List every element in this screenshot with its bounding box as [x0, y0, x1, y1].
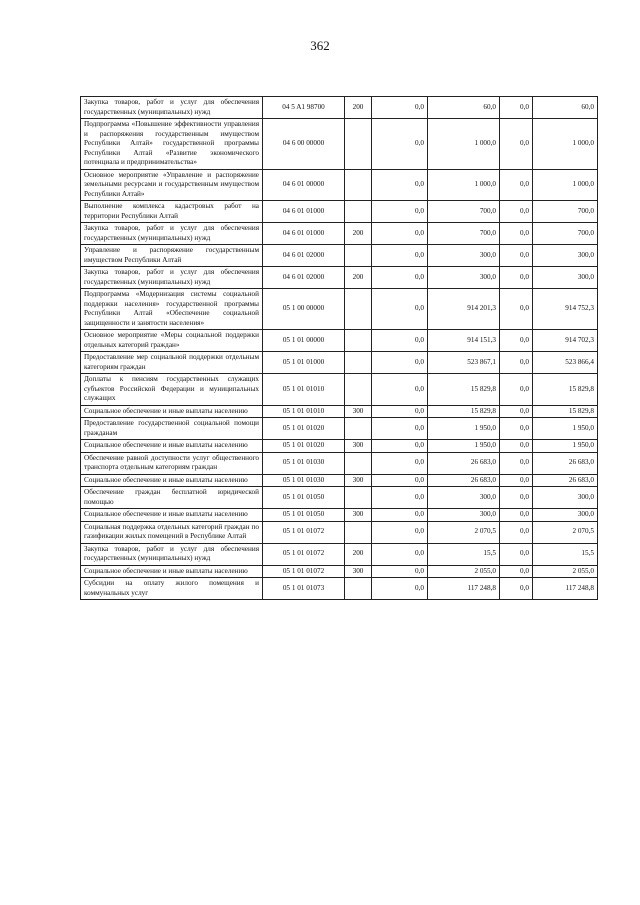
row-value-4-cell: 1 000,0	[533, 169, 598, 201]
row-name-cell: Основное мероприятие «Управление и распоряжение земельными ресурсами и государственным имуществом Республики Алтай»	[81, 169, 263, 201]
row-value-3-cell: 0,0	[500, 352, 533, 374]
row-value-2-cell: 300,0	[428, 245, 500, 267]
row-value-1-cell: 0,0	[372, 452, 428, 474]
row-code-cell: 04 6 01 01000	[263, 223, 345, 245]
row-name-cell: Доплаты к пенсиям государственных служащих субъектов Российской Федерации и муниципальных служащих	[81, 374, 263, 406]
row-value-4-cell: 1 950,0	[533, 418, 598, 440]
row-value-4-cell: 700,0	[533, 223, 598, 245]
table-row	[81, 119, 598, 170]
row-value-1-cell: 0,0	[372, 223, 428, 245]
table-row	[81, 487, 598, 509]
row-name-cell: Субсидии на оплату жилого помещения и коммунальных услуг	[81, 578, 263, 600]
row-name-cell: Социальное обеспечение и иные выплаты населению	[81, 509, 263, 522]
row-value-2-cell: 117 248,8	[428, 578, 500, 600]
row-expense-type-cell: 200	[345, 267, 372, 289]
row-value-3-cell: 0,0	[500, 245, 533, 267]
row-value-4-cell: 300,0	[533, 245, 598, 267]
row-value-2-cell: 1 000,0	[428, 119, 500, 170]
table-row	[81, 245, 598, 267]
row-value-2-cell: 15 829,8	[428, 405, 500, 418]
row-value-2-cell: 26 683,0	[428, 452, 500, 474]
row-name-cell: Закупка товаров, работ и услуг для обеспечения государственных (муниципальных) нужд	[81, 267, 263, 289]
row-value-4-cell: 1 000,0	[533, 119, 598, 170]
row-expense-type-cell	[345, 374, 372, 406]
row-expense-type-cell	[345, 578, 372, 600]
row-expense-type-cell: 300	[345, 565, 372, 578]
row-value-4-cell: 300,0	[533, 267, 598, 289]
table-row	[81, 374, 598, 406]
row-name-cell: Социальное обеспечение и иные выплаты населению	[81, 405, 263, 418]
row-value-2-cell: 700,0	[428, 223, 500, 245]
table-row	[81, 578, 598, 600]
row-value-1-cell: 0,0	[372, 330, 428, 352]
row-value-1-cell: 0,0	[372, 565, 428, 578]
row-value-4-cell: 914 752,3	[533, 289, 598, 330]
row-value-3-cell: 0,0	[500, 418, 533, 440]
page-number: 362	[310, 38, 330, 53]
row-expense-type-cell	[345, 289, 372, 330]
row-code-cell: 05 1 01 01010	[263, 374, 345, 406]
row-expense-type-cell: 300	[345, 509, 372, 522]
table-row	[81, 330, 598, 352]
row-value-2-cell: 914 151,3	[428, 330, 500, 352]
row-value-3-cell: 0,0	[500, 119, 533, 170]
row-name-cell: Предоставление государственной социальной помощи гражданам	[81, 418, 263, 440]
row-value-3-cell: 0,0	[500, 201, 533, 223]
row-value-3-cell: 0,0	[500, 374, 533, 406]
row-value-1-cell: 0,0	[372, 487, 428, 509]
row-value-3-cell: 0,0	[500, 521, 533, 543]
row-name-cell: Социальное обеспечение и иные выплаты населению	[81, 474, 263, 487]
row-expense-type-cell	[345, 119, 372, 170]
row-value-3-cell: 0,0	[500, 509, 533, 522]
row-value-2-cell: 15,5	[428, 543, 500, 565]
row-code-cell: 04 6 00 00000	[263, 119, 345, 170]
row-value-2-cell: 26 683,0	[428, 474, 500, 487]
row-code-cell: 05 1 01 01010	[263, 405, 345, 418]
row-value-1-cell: 0,0	[372, 374, 428, 406]
row-code-cell: 05 1 01 00000	[263, 330, 345, 352]
row-value-2-cell: 2 070,5	[428, 521, 500, 543]
table-row	[81, 223, 598, 245]
row-value-3-cell: 0,0	[500, 267, 533, 289]
row-name-cell: Обеспечение равной доступности услуг общественного транспорта отдельным категориям граждан	[81, 452, 263, 474]
row-value-4-cell: 300,0	[533, 509, 598, 522]
row-expense-type-cell: 200	[345, 97, 372, 119]
row-expense-type-cell: 300	[345, 474, 372, 487]
budget-table	[80, 96, 598, 600]
row-value-4-cell: 60,0	[533, 97, 598, 119]
row-value-1-cell: 0,0	[372, 578, 428, 600]
row-value-1-cell: 0,0	[372, 509, 428, 522]
table-row	[81, 509, 598, 522]
row-value-4-cell: 15 829,8	[533, 405, 598, 418]
row-value-1-cell: 0,0	[372, 418, 428, 440]
table-row	[81, 521, 598, 543]
row-code-cell: 05 1 01 01020	[263, 418, 345, 440]
row-code-cell: 04 5 A1 98700	[263, 97, 345, 119]
row-expense-type-cell	[345, 330, 372, 352]
row-value-3-cell: 0,0	[500, 487, 533, 509]
row-code-cell: 05 1 01 01020	[263, 440, 345, 453]
row-value-4-cell: 26 683,0	[533, 474, 598, 487]
row-value-3-cell: 0,0	[500, 405, 533, 418]
row-value-3-cell: 0,0	[500, 330, 533, 352]
row-value-4-cell: 300,0	[533, 487, 598, 509]
row-value-4-cell: 700,0	[533, 201, 598, 223]
row-code-cell: 04 6 01 01000	[263, 201, 345, 223]
row-value-3-cell: 0,0	[500, 440, 533, 453]
row-value-1-cell: 0,0	[372, 521, 428, 543]
row-name-cell: Закупка товаров, работ и услуг для обеспечения государственных (муниципальных) нужд	[81, 543, 263, 565]
row-value-1-cell: 0,0	[372, 201, 428, 223]
row-expense-type-cell	[345, 169, 372, 201]
row-name-cell: Социальное обеспечение и иные выплаты населению	[81, 440, 263, 453]
row-code-cell: 05 1 01 01030	[263, 474, 345, 487]
table-body	[81, 97, 598, 600]
row-value-3-cell: 0,0	[500, 565, 533, 578]
row-code-cell: 05 1 01 01073	[263, 578, 345, 600]
row-name-cell: Основное мероприятие «Меры социальной поддержки отдельных категорий граждан»	[81, 330, 263, 352]
row-expense-type-cell	[345, 201, 372, 223]
row-value-2-cell: 914 201,3	[428, 289, 500, 330]
row-name-cell: Подпрограмма «Модернизация системы социальной поддержки населения» государственной программы Республики Алтай «Обеспечение социальной защищенности и занятости населения»	[81, 289, 263, 330]
table-row	[81, 267, 598, 289]
table-row	[81, 452, 598, 474]
row-code-cell: 05 1 01 01000	[263, 352, 345, 374]
row-value-4-cell: 914 702,3	[533, 330, 598, 352]
row-value-3-cell: 0,0	[500, 223, 533, 245]
row-expense-type-cell: 200	[345, 543, 372, 565]
row-code-cell: 05 1 01 01050	[263, 509, 345, 522]
row-value-3-cell: 0,0	[500, 474, 533, 487]
row-value-1-cell: 0,0	[372, 245, 428, 267]
row-expense-type-cell	[345, 521, 372, 543]
table-row	[81, 418, 598, 440]
row-value-2-cell: 1 950,0	[428, 418, 500, 440]
row-code-cell: 04 6 01 02000	[263, 245, 345, 267]
row-expense-type-cell: 200	[345, 223, 372, 245]
row-code-cell: 05 1 01 01050	[263, 487, 345, 509]
row-code-cell: 05 1 01 01072	[263, 565, 345, 578]
table-row	[81, 405, 598, 418]
row-value-4-cell: 117 248,8	[533, 578, 598, 600]
row-name-cell: Обеспечение граждан бесплатной юридической помощью	[81, 487, 263, 509]
row-value-1-cell: 0,0	[372, 169, 428, 201]
row-expense-type-cell	[345, 487, 372, 509]
row-code-cell: 05 1 01 01072	[263, 521, 345, 543]
row-code-cell: 05 1 00 00000	[263, 289, 345, 330]
row-value-3-cell: 0,0	[500, 169, 533, 201]
row-name-cell: Управление и распоряжение государственным имуществом Республики Алтай	[81, 245, 263, 267]
row-name-cell: Выполнение комплекса кадастровых работ на территории Республики Алтай	[81, 201, 263, 223]
table-row	[81, 201, 598, 223]
row-name-cell: Закупка товаров, работ и услуг для обеспечения государственных (муниципальных) нужд	[81, 223, 263, 245]
row-value-2-cell: 300,0	[428, 267, 500, 289]
row-name-cell: Социальное обеспечение и иные выплаты населению	[81, 565, 263, 578]
row-value-2-cell: 300,0	[428, 509, 500, 522]
row-value-4-cell: 15,5	[533, 543, 598, 565]
row-value-1-cell: 0,0	[372, 267, 428, 289]
table-row	[81, 169, 598, 201]
row-value-2-cell: 1 000,0	[428, 169, 500, 201]
row-value-2-cell: 1 950,0	[428, 440, 500, 453]
row-value-4-cell: 1 950,0	[533, 440, 598, 453]
row-value-2-cell: 300,0	[428, 487, 500, 509]
row-code-cell: 05 1 01 01072	[263, 543, 345, 565]
row-value-3-cell: 0,0	[500, 97, 533, 119]
row-value-3-cell: 0,0	[500, 289, 533, 330]
row-value-2-cell: 60,0	[428, 97, 500, 119]
row-value-1-cell: 0,0	[372, 474, 428, 487]
table-row	[81, 289, 598, 330]
table-row	[81, 97, 598, 119]
row-value-2-cell: 523 867,1	[428, 352, 500, 374]
row-expense-type-cell	[345, 452, 372, 474]
row-value-4-cell: 523 866,4	[533, 352, 598, 374]
row-value-1-cell: 0,0	[372, 97, 428, 119]
row-value-2-cell: 2 055,0	[428, 565, 500, 578]
row-expense-type-cell	[345, 418, 372, 440]
row-value-3-cell: 0,0	[500, 578, 533, 600]
row-value-3-cell: 0,0	[500, 543, 533, 565]
row-value-3-cell: 0,0	[500, 452, 533, 474]
row-expense-type-cell	[345, 245, 372, 267]
row-expense-type-cell	[345, 352, 372, 374]
row-code-cell: 04 6 01 00000	[263, 169, 345, 201]
row-value-2-cell: 700,0	[428, 201, 500, 223]
table-row	[81, 543, 598, 565]
row-value-4-cell: 15 829,8	[533, 374, 598, 406]
row-value-1-cell: 0,0	[372, 405, 428, 418]
table-row	[81, 352, 598, 374]
row-value-1-cell: 0,0	[372, 119, 428, 170]
row-value-1-cell: 0,0	[372, 352, 428, 374]
row-value-4-cell: 2 055,0	[533, 565, 598, 578]
row-name-cell: Подпрограмма «Повышение эффективности управления и распоряжения государственным имуществом Республики Алтай» государственной программы Республики Алтай «Развитие экономического потенциала и предпринимательства»	[81, 119, 263, 170]
table-row	[81, 474, 598, 487]
table-row	[81, 565, 598, 578]
row-name-cell: Предоставление мер социальной поддержки отдельным категориям граждан	[81, 352, 263, 374]
row-expense-type-cell: 300	[345, 440, 372, 453]
row-value-1-cell: 0,0	[372, 543, 428, 565]
row-value-1-cell: 0,0	[372, 289, 428, 330]
row-value-4-cell: 2 070,5	[533, 521, 598, 543]
table-row	[81, 440, 598, 453]
row-code-cell: 05 1 01 01030	[263, 452, 345, 474]
row-name-cell: Закупка товаров, работ и услуг для обеспечения государственных (муниципальных) нужд	[81, 97, 263, 119]
row-value-4-cell: 26 683,0	[533, 452, 598, 474]
row-expense-type-cell: 300	[345, 405, 372, 418]
row-value-2-cell: 15 829,8	[428, 374, 500, 406]
row-value-1-cell: 0,0	[372, 440, 428, 453]
row-name-cell: Социальная поддержка отдельных категорий граждан по газификации жилых помещений в Республике Алтай	[81, 521, 263, 543]
row-code-cell: 04 6 01 02000	[263, 267, 345, 289]
